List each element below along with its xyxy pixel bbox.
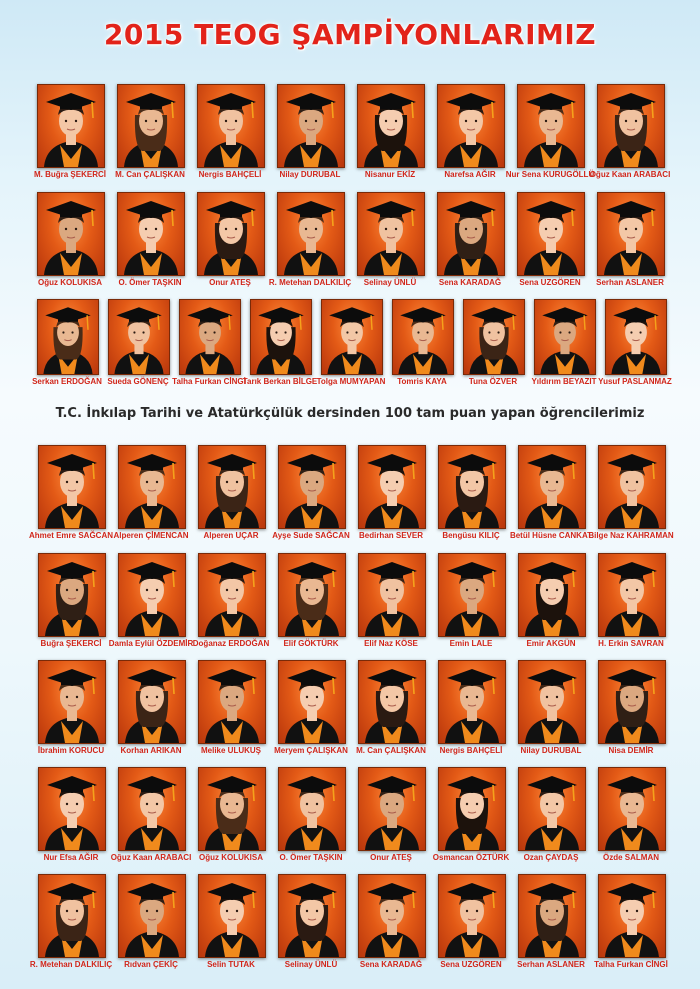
student-card	[37, 192, 103, 288]
student-name: Onur ATEŞ	[209, 278, 251, 287]
student-photo	[278, 445, 346, 529]
student-card	[197, 192, 263, 288]
student-card	[392, 299, 452, 387]
student-name: M. Can ÇALIŞKAN	[115, 170, 185, 179]
student-photo	[38, 767, 106, 851]
student-photo	[518, 553, 586, 637]
student-photo	[321, 299, 383, 375]
student-photo	[198, 553, 266, 637]
student-card	[358, 445, 424, 541]
student-photo	[358, 874, 426, 958]
student-name: Sueda GÖNENÇ	[107, 377, 169, 386]
student-card	[518, 767, 584, 863]
student-photo	[38, 660, 106, 744]
student-card	[437, 192, 503, 288]
student-name: Osmancan ÖZTÜRK	[432, 853, 510, 862]
student-card	[588, 445, 674, 541]
student-card	[518, 660, 584, 756]
student-photo	[517, 192, 585, 276]
student-name: Bilge Naz KAHRAMAN	[588, 531, 674, 540]
student-photo	[198, 767, 266, 851]
student-name: Melike ULUKUŞ	[200, 746, 261, 755]
student-photo	[198, 445, 266, 529]
page-title: 2015 TEOG ŞAMPİYONLARIMIZ	[103, 18, 597, 51]
student-photo	[598, 445, 666, 529]
student-name: Oğuz Kaan ARABACI	[110, 853, 192, 862]
student-photo	[277, 192, 345, 276]
student-card	[172, 299, 246, 387]
student-photo	[598, 874, 666, 958]
student-card	[357, 84, 423, 180]
student-name: Selinay ÜNLÜ	[363, 278, 417, 287]
student-card	[118, 874, 184, 970]
student-card	[117, 192, 183, 288]
student-card	[518, 874, 584, 970]
student-photo	[118, 767, 186, 851]
student-photo	[358, 445, 426, 529]
student-card	[505, 84, 595, 180]
student-photo	[108, 299, 170, 375]
student-photo	[597, 84, 665, 168]
student-photo	[605, 299, 667, 375]
student-photo	[598, 660, 666, 744]
student-name: Emin LALE	[449, 639, 493, 648]
student-name: Bengüsu KILIÇ	[442, 531, 500, 540]
student-card	[463, 299, 523, 387]
student-name: Narefsa AĞIR	[444, 170, 496, 179]
student-name: Nilay DURUBAL	[279, 170, 341, 179]
student-photo	[517, 84, 585, 168]
student-photo	[518, 445, 586, 529]
student-name: Korhan ARIKAN	[120, 746, 182, 755]
student-card	[517, 192, 583, 288]
student-name: Tuna ÖZVER	[468, 377, 518, 386]
student-name: Nur Efsa AĞIR	[43, 853, 99, 862]
student-card	[509, 445, 593, 541]
student-card	[438, 445, 504, 541]
student-name: Rıdvan ÇEKİÇ	[124, 960, 178, 969]
student-name: Emir AKGÜN	[526, 639, 576, 648]
student-name: M. Can ÇALIŞKAN	[356, 746, 426, 755]
student-photo	[37, 192, 105, 276]
student-name: Oğuz KOLUKISA	[38, 278, 102, 287]
student-photo	[597, 192, 665, 276]
student-name: Betül Hüsne CANKAT	[509, 531, 593, 540]
student-card	[597, 192, 663, 288]
student-photo	[277, 84, 345, 168]
student-photo	[358, 767, 426, 851]
student-photo	[198, 660, 266, 744]
student-card	[32, 299, 102, 387]
student-name: M. Buğra ŞEKERCİ	[33, 170, 106, 179]
student-card	[272, 445, 350, 541]
student-card	[518, 553, 584, 649]
student-name: Talha Furkan CİNGİ	[172, 377, 246, 386]
student-card	[598, 660, 664, 756]
student-name: R. Metehan DALKILIÇ	[268, 278, 352, 287]
student-name: Nur Sena KURUGÖLLÜ	[505, 170, 595, 179]
student-card	[438, 874, 504, 970]
student-name: Serhan ASLANER	[596, 278, 664, 287]
student-photo	[197, 84, 265, 168]
student-photo	[518, 767, 586, 851]
student-name: Onur ATEŞ	[370, 853, 412, 862]
student-name: Oğuz Kaan ARABACI	[589, 170, 671, 179]
student-name: Sena KARADAĞ	[359, 960, 423, 969]
student-photo	[534, 299, 596, 375]
student-card	[110, 767, 192, 863]
student-photo	[117, 84, 185, 168]
student-card	[278, 767, 344, 863]
student-name: Serhan ASLANER	[517, 960, 585, 969]
student-card	[38, 660, 104, 756]
student-card	[192, 553, 270, 649]
student-card	[589, 84, 671, 180]
student-card	[29, 874, 113, 970]
student-card	[598, 299, 672, 387]
student-name: H. Erkin SAVRAN	[598, 639, 664, 648]
student-card	[438, 553, 504, 649]
student-name: Sena KARADAĞ	[438, 278, 502, 287]
student-name: Selin TUTAK	[207, 960, 255, 969]
student-photo	[598, 767, 666, 851]
student-photo	[38, 874, 106, 958]
student-card	[198, 874, 264, 970]
student-name: Selinay ÜNLÜ	[284, 960, 338, 969]
student-name: İbrahim KORUCU	[37, 746, 105, 755]
student-photo	[438, 660, 506, 744]
student-card	[278, 553, 344, 649]
student-name: Tomris KAYA	[397, 377, 447, 386]
student-card	[432, 767, 510, 863]
student-card	[108, 299, 168, 387]
student-name: Talha Furkan CİNGİ	[594, 960, 668, 969]
student-card	[198, 767, 264, 863]
student-name: Buğra ŞEKERCİ	[40, 639, 102, 648]
student-name: Alperen UÇAR	[203, 531, 259, 540]
student-name: Elif Naz KÖSE	[364, 639, 418, 648]
student-card	[358, 874, 424, 970]
student-card	[268, 192, 352, 288]
student-card	[117, 84, 183, 180]
student-name: Meryem ÇALIŞKAN	[274, 746, 348, 755]
student-name: Doğanaz ERDOĞAN	[192, 639, 270, 648]
student-name: Nisa DEMİR	[608, 746, 654, 755]
student-card	[242, 299, 318, 387]
student-photo	[38, 553, 106, 637]
student-card	[278, 874, 344, 970]
student-photo	[118, 553, 186, 637]
student-photo	[357, 84, 425, 168]
student-card	[28, 445, 113, 541]
student-name: Ayşe Sude SAĞCAN	[272, 531, 350, 540]
student-name: Özde SALMAN	[603, 853, 659, 862]
student-name: Oğuz KOLUKISA	[199, 853, 263, 862]
student-name: Yıldırım BEYAZIT	[531, 377, 597, 386]
student-card	[198, 660, 264, 756]
student-photo	[358, 660, 426, 744]
student-photo	[278, 553, 346, 637]
student-photo	[118, 445, 186, 529]
student-card	[274, 660, 348, 756]
student-name: Yusuf PASLANMAZ	[598, 377, 672, 386]
student-card	[358, 553, 424, 649]
student-name: Ahmet Emre SAĞCAN	[28, 531, 113, 540]
student-card	[108, 553, 194, 649]
student-photo	[463, 299, 525, 375]
student-card	[437, 84, 503, 180]
student-card	[33, 84, 106, 180]
student-name: Ozan ÇAYDAŞ	[523, 853, 579, 862]
student-photo	[118, 660, 186, 744]
student-card	[358, 767, 424, 863]
student-photo	[438, 553, 506, 637]
student-name: Damla Eylül ÖZDEMİR	[108, 639, 194, 648]
student-card	[438, 660, 504, 756]
student-photo	[37, 84, 105, 168]
student-photo	[358, 553, 426, 637]
student-name: R. Metehan DALKILIÇ	[29, 960, 113, 969]
student-photo	[278, 660, 346, 744]
student-photo	[518, 660, 586, 744]
student-name: Nergis BAHÇELİ	[439, 746, 503, 755]
student-photo	[437, 192, 505, 276]
student-card	[38, 767, 104, 863]
student-name: Tarık Berkan BİLGE	[242, 377, 318, 386]
student-card	[598, 553, 664, 649]
student-name: Serkan ERDOĞAN	[32, 377, 102, 386]
student-name: Sena UZGÖREN	[519, 278, 581, 287]
student-name: Bedirhan SEVER	[358, 531, 423, 540]
student-photo	[38, 445, 106, 529]
student-card	[118, 660, 184, 756]
student-photo	[278, 874, 346, 958]
student-photo	[518, 874, 586, 958]
student-name: O. Ömer TAŞKIN	[118, 278, 182, 287]
student-name: Alperen ÇİMENCAN	[113, 531, 189, 540]
student-photo	[438, 445, 506, 529]
student-card	[358, 660, 424, 756]
student-photo	[437, 84, 505, 168]
student-photo	[392, 299, 454, 375]
student-card	[38, 553, 104, 649]
student-card	[198, 445, 264, 541]
student-photo	[438, 874, 506, 958]
student-photo	[118, 874, 186, 958]
student-photo	[278, 767, 346, 851]
student-card	[277, 84, 343, 180]
student-photo	[197, 192, 265, 276]
student-name: Sena UZGÖREN	[440, 960, 502, 969]
student-name: Nilay DURUBAL	[520, 746, 582, 755]
student-name: Nisanur EKİZ	[364, 170, 416, 179]
student-photo	[37, 299, 99, 375]
student-photo	[198, 874, 266, 958]
student-photo	[179, 299, 241, 375]
student-photo	[357, 192, 425, 276]
student-photo	[438, 767, 506, 851]
student-photo	[598, 553, 666, 637]
student-name: O. Ömer TAŞKIN	[279, 853, 343, 862]
student-card	[357, 192, 423, 288]
student-card	[594, 874, 668, 970]
student-name: Tolga MUMYAPAN	[316, 377, 386, 386]
section-subtitle: T.C. İnkılap Tarihi ve Atatürkçülük dersinden 100 tam puan yapan öğrencilerimiz	[55, 406, 645, 421]
student-card	[316, 299, 386, 387]
student-card	[197, 84, 263, 180]
student-photo	[250, 299, 312, 375]
student-name: Nergis BAHÇELİ	[198, 170, 262, 179]
student-card	[113, 445, 189, 541]
student-card	[531, 299, 597, 387]
student-name: Elif GÖKTÜRK	[283, 639, 339, 648]
student-photo	[117, 192, 185, 276]
student-card	[598, 767, 664, 863]
